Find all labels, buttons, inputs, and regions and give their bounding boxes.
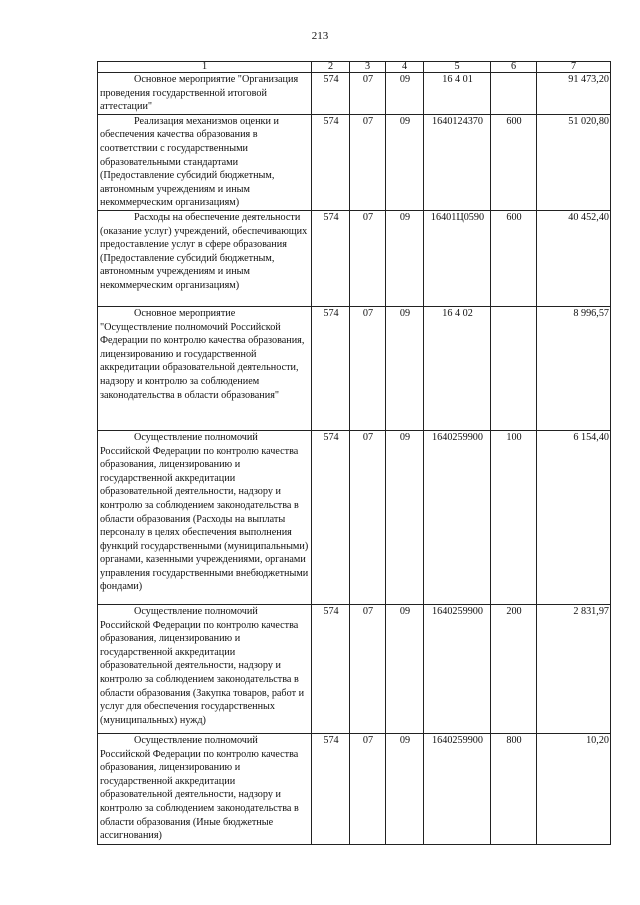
row-name-cell [98,114,312,210]
table-row [98,430,611,604]
row-section-code: 07 [350,604,386,733]
row-target-article: 16 4 01 [424,73,491,115]
row-target-article: 1640124370 [424,114,491,210]
row-name-cell [98,604,312,733]
row-section-code: 07 [350,73,386,115]
row-amount: 40 452,40 [537,210,611,306]
table-row [98,210,611,306]
table-row [98,604,611,733]
header-col-3: 3 [350,62,386,73]
row-ministry-code: 574 [312,210,350,306]
row-section-code: 07 [350,430,386,604]
header-col-1: 1 [98,62,312,73]
row-expense-type: 600 [491,114,537,210]
header-col-6: 6 [491,62,537,73]
budget-table [97,61,611,845]
row-target-article: 1640259900 [424,430,491,604]
row-ministry-code: 574 [312,73,350,115]
row-subsection-code: 09 [386,733,424,844]
row-expense-type [491,306,537,430]
table-header [98,62,611,73]
row-ministry-code: 574 [312,430,350,604]
table-body [98,73,611,845]
table-row [98,733,611,844]
row-section-code: 07 [350,306,386,430]
header-col-2: 2 [312,62,350,73]
row-amount: 51 020,80 [537,114,611,210]
row-amount: 10,20 [537,733,611,844]
row-expense-type: 600 [491,210,537,306]
row-name: Осуществление полномочий Российской Федерации по контролю качества образования, лицензированию и государственной аккредитации образовательной деятельности, надзору и контролю за соблюдением законодательства в области образования (Иные бюджетные ассигнования) [100,734,299,842]
table-row [98,73,611,115]
row-amount: 2 831,97 [537,604,611,733]
header-col-7: 7 [537,62,611,73]
row-subsection-code: 09 [386,306,424,430]
row-expense-type: 800 [491,733,537,844]
row-name-cell [98,210,312,306]
row-expense-type: 100 [491,430,537,604]
row-name: Расходы на обеспечение деятельности (оказание услуг) учреждений, обеспечивающих предоставление услуг в сфере образования (Предоставление субсидий бюджетным, автономным учреждениям и иным некоммерческим организациям) [100,211,308,291]
row-name: Осуществление полномочий Российской Федерации по контролю качества образования, лицензированию и государственной аккредитации образовательной деятельности, надзору и контролю за соблюдением законодательства в области образования (Закупка товаров, работ и услуг для обеспечения государственных (муниципальных) нужд) [100,605,305,726]
row-ministry-code: 574 [312,604,350,733]
row-target-article: 1640259900 [424,604,491,733]
row-name-cell [98,733,312,844]
row-amount: 91 473,20 [537,73,611,115]
row-subsection-code: 09 [386,114,424,210]
row-ministry-code: 574 [312,733,350,844]
table-row [98,306,611,430]
table-row [98,114,611,210]
row-name-cell [98,306,312,430]
row-name-cell [98,430,312,604]
row-subsection-code: 09 [386,210,424,306]
row-section-code: 07 [350,114,386,210]
row-target-article: 1640259900 [424,733,491,844]
row-amount: 6 154,40 [537,430,611,604]
row-name: Осуществление полномочий Российской Федерации по контролю качества образования, лицензированию и государственной аккредитации образовательной деятельности, надзору и контролю за соблюдением законодательства в области образования (Расходы на выплаты персоналу в целях обеспечения выполнения функций государственными (муниципальными) органами, казенными учреждениями, органами управления государственными внебюджетными фондами) [100,431,309,593]
row-section-code: 07 [350,733,386,844]
row-section-code: 07 [350,210,386,306]
row-subsection-code: 09 [386,73,424,115]
row-amount: 8 996,57 [537,306,611,430]
header-row [98,62,611,73]
page-number: 213 [311,30,329,42]
row-subsection-code: 09 [386,604,424,733]
row-ministry-code: 574 [312,114,350,210]
row-name: Основное мероприятие "Осуществление полномочий Российской Федерации по контролю качества образования, лицензированию и государственной аккредитации образовательной деятельности, надзору и контролю за соблюдением законодательства в области образования" [100,307,305,401]
row-expense-type [491,73,537,115]
header-col-4: 4 [386,62,424,73]
row-target-article: 16401Ц0590 [424,210,491,306]
row-ministry-code: 574 [312,306,350,430]
row-name: Реализация механизмов оценки и обеспечения качества образования в соответствии с государственными образовательными стандартами (Предоставление субсидий бюджетным, автономным учреждениям и иным некоммерческим организациям) [100,115,279,209]
row-subsection-code: 09 [386,430,424,604]
row-expense-type: 200 [491,604,537,733]
row-name-cell [98,73,312,115]
row-name: Основное мероприятие "Организация проведения государственной итоговой аттестации" [100,74,299,113]
row-target-article: 16 4 02 [424,306,491,430]
header-col-5: 5 [424,62,491,73]
